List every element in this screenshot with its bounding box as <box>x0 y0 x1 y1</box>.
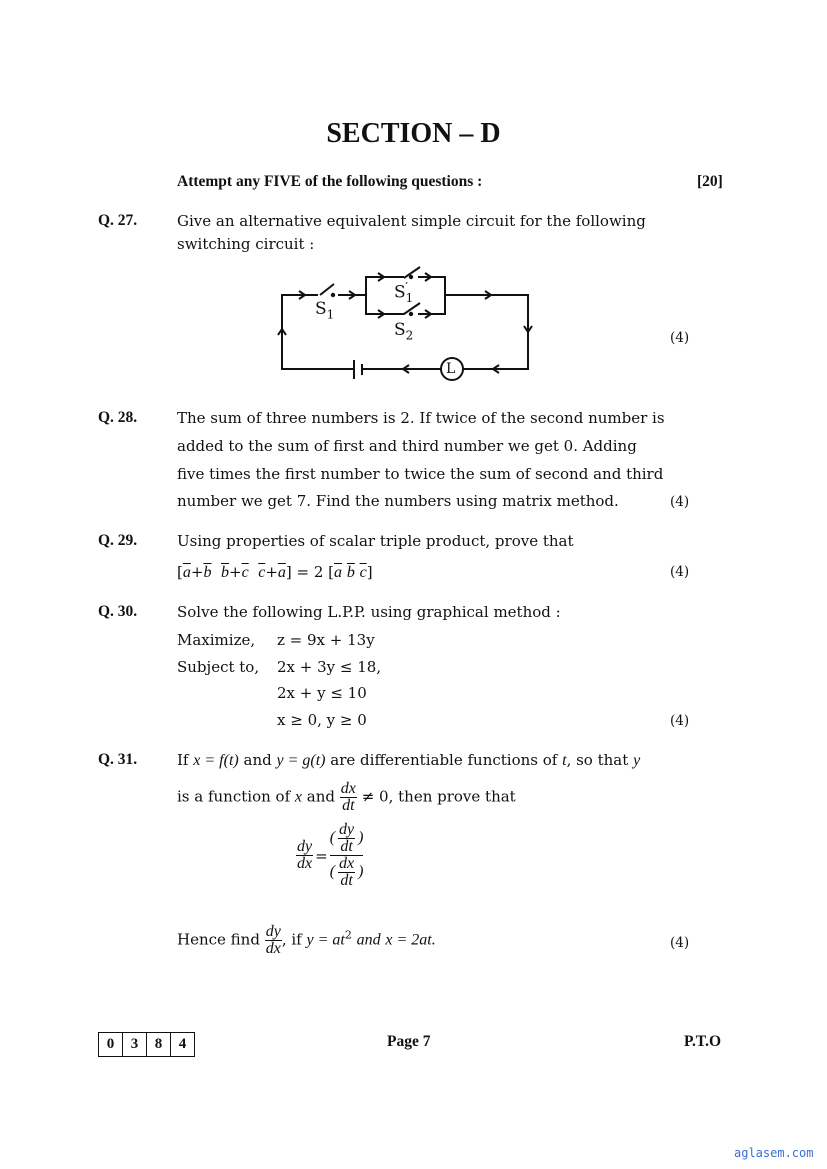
question-text: Solve the following L.P.P. using graphical method : <box>177 603 561 621</box>
question-text: five times the first number to twice the sum of second and third <box>177 465 664 483</box>
lpp-objective: z = 9x + 13y <box>277 631 375 649</box>
question-text: number we get 7. Find the numbers using matrix method. <box>177 492 619 510</box>
switch-label-s2: $S_2$ <box>394 320 414 343</box>
paper-code-digit: 3 <box>122 1032 147 1057</box>
lamp-label: L <box>446 361 456 377</box>
lpp-constraint: 2x + 3y ≤ 18, <box>277 658 382 676</box>
question-text: is a function of x and $\frac{dx}{dt}$ ≠ 0, then prove that <box>177 780 516 814</box>
watermark: aglasem.com <box>734 1146 814 1160</box>
lpp-label: Subject to, <box>177 658 260 676</box>
question-number: Q. 28. <box>98 409 138 426</box>
question-text: added to the sum of first and third number we get 0. Adding <box>177 437 637 455</box>
question-text: Using properties of scalar triple product, prove that <box>177 532 574 550</box>
paper-code-digit: 0 <box>98 1032 123 1057</box>
question-text: switching circuit : <box>177 235 315 253</box>
lpp-constraint: x ≥ 0, y ≥ 0 <box>277 711 367 729</box>
paper-code-digit: 8 <box>146 1032 171 1057</box>
instruction: Attempt any FIVE of the following questions : <box>177 173 483 190</box>
total-marks: [20] <box>697 173 723 190</box>
derivative-formula: $\frac{dy}{dx}$ = ( $\frac{dy}{dt}$ ) ( $\frac{dx}{dt}$ ) <box>297 821 364 889</box>
marks: (4) <box>670 935 690 951</box>
question-text: If x = f(t) and y = g(t) are differentiable functions of t, so that y <box>177 751 641 769</box>
pto-label: P.T.O <box>684 1033 722 1050</box>
page-number: Page 7 <box>387 1033 431 1050</box>
question-number: Q. 29. <box>98 532 138 549</box>
paper-code-digit: 4 <box>170 1032 195 1057</box>
triple-product-equation: [$\overline{a}+\overline{b}$ $\overline{b}+\overline{c}$ $\overline{c}+\overline{a}] = 2$ [$\overline{a}$ $\overline{b}$ $\overline{c}$] <box>177 563 373 581</box>
switching-circuit-diagram <box>0 0 827 420</box>
question-number: Q. 30. <box>98 603 138 620</box>
question-text: Give an alternative equivalent simple circuit for the following <box>177 212 646 230</box>
question-number: Q. 31. <box>98 751 138 768</box>
switch-label-s1: $S_1$ <box>315 299 335 322</box>
question-number: Q. 27. <box>98 212 138 229</box>
marks: (4) <box>670 330 690 346</box>
question-text: Hence find $\frac{dy}{dx}$ , if $y = at^2$ and x = 2at. <box>177 923 436 957</box>
lpp-label: Maximize, <box>177 631 256 649</box>
marks: (4) <box>670 564 690 580</box>
lpp-constraint: 2x + y ≤ 10 <box>277 684 367 702</box>
marks: (4) <box>670 494 690 510</box>
marks: (4) <box>670 713 690 729</box>
section-title: SECTION – D <box>326 118 501 149</box>
switch-label-s1-prime: $S_1'$ <box>394 280 414 306</box>
question-text: The sum of three numbers is 2. If twice of the second number is <box>177 409 665 427</box>
